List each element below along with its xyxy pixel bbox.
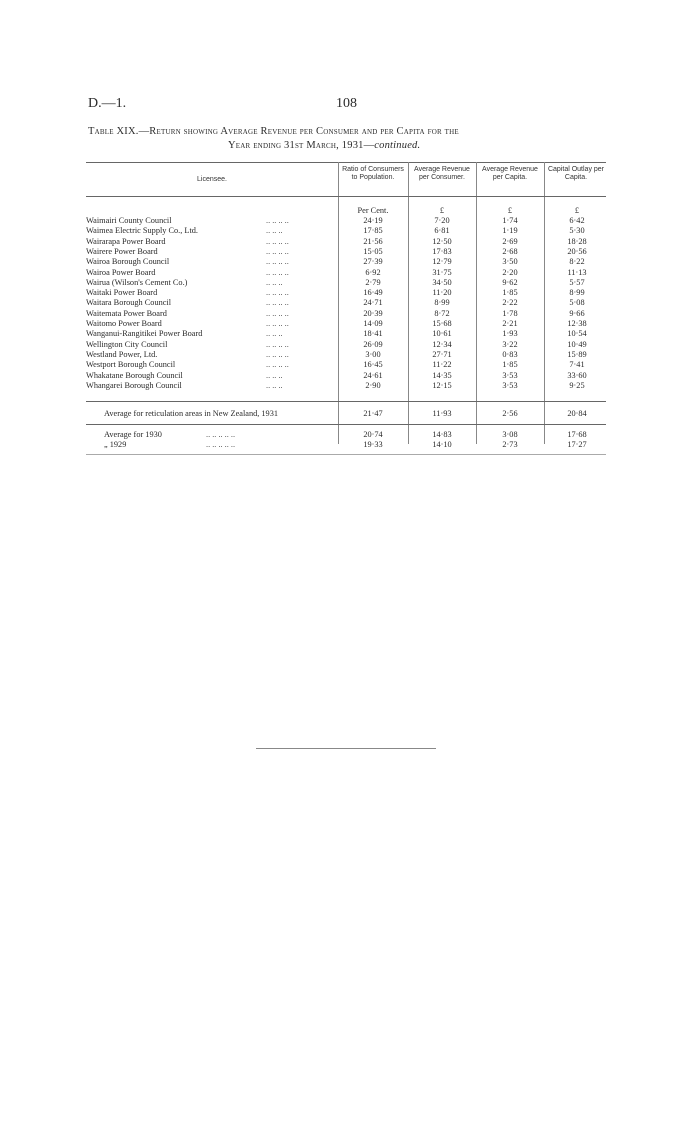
previous-ratio: 19·33: [363, 440, 383, 449]
average-capital-outlay: 20·84: [567, 409, 587, 418]
capital-outlay-value: 5·57: [569, 277, 585, 287]
capital-outlay-value: 5·08: [569, 298, 585, 308]
title-line-2-main: Year ending 31st March, 1931—: [228, 140, 375, 151]
revenue-consumer-value: 11·22: [432, 360, 452, 370]
ratio-value: 6·92: [365, 267, 381, 277]
table-row: [86, 268, 606, 278]
page-number: 108: [336, 96, 357, 111]
leader-dots: .. .. .. ..: [266, 267, 289, 277]
capital-outlay-value: 20·56: [567, 246, 587, 256]
revenue-capita-value: 2·21: [502, 319, 518, 328]
unit-revenue-capita: £: [507, 206, 513, 215]
leader-dots: .. .. .. .. ..: [206, 430, 236, 439]
capital-outlay-value: 10·49: [567, 339, 587, 349]
previous-revenue-consumer: 14·83: [432, 430, 452, 439]
previous-label: „ 1929: [104, 440, 127, 449]
revenue-capita-value: 1·93: [502, 329, 518, 339]
licensee-name: Wanganui-Rangitikei Power Board: [86, 329, 203, 339]
revenue-capita-value: 3·53: [502, 380, 518, 390]
revenue-capita-value: 1·74: [502, 216, 518, 225]
revenue-capita-value: 1·78: [502, 308, 518, 318]
table-row: [86, 278, 606, 288]
licensee-name: Wairoa Borough Council: [86, 257, 170, 267]
header-capital-outlay: Capital Outlay per Capita.: [547, 166, 605, 181]
licensee-name: Waimairi County Council: [86, 216, 172, 225]
leader-dots: .. .. ..: [266, 226, 283, 236]
revenue-consumer-value: 12·15: [432, 380, 452, 390]
leader-dots: .. .. ..: [266, 329, 283, 339]
leader-dots: .. .. .. ..: [266, 216, 289, 225]
licensee-name: Whangarei Borough Council: [86, 380, 182, 390]
revenue-consumer-value: 27·71: [432, 349, 452, 359]
ratio-value: 24·19: [363, 216, 383, 225]
header-revenue-consumer: Average Revenue per Consumer.: [414, 166, 470, 181]
table-row: [86, 319, 606, 329]
revenue-consumer-value: 12·50: [432, 236, 452, 246]
average-label: Average for reticulation areas in New Zealand, 1931: [104, 409, 279, 418]
previous-row: [86, 430, 606, 440]
licensee-name: Waitara Borough Council: [86, 298, 172, 308]
revenue-capita-value: 3·50: [502, 257, 518, 267]
licensee-name: Waitomo Power Board: [86, 319, 162, 328]
previous-capital-outlay: 17·27: [567, 440, 587, 449]
licensee-name: Wairere Power Board: [86, 246, 158, 256]
leader-dots: .. .. ..: [266, 277, 283, 287]
leader-dots: .. .. .. ..: [266, 339, 289, 349]
header-rule: [86, 196, 606, 197]
leader-dots: .. .. ..: [266, 370, 283, 380]
revenue-consumer-value: 34·50: [432, 277, 452, 287]
revenue-capita-value: 2·68: [502, 246, 518, 256]
unit-capital-outlay: £: [574, 206, 580, 215]
ratio-value: 16·45: [363, 360, 383, 370]
table-row: [86, 237, 606, 247]
capital-outlay-value: 9·25: [569, 380, 585, 390]
previous-label: Average for 1930: [104, 430, 162, 439]
ratio-value: 24·71: [363, 298, 383, 308]
revenue-consumer-value: 14·35: [432, 370, 452, 380]
table-row: [86, 288, 606, 298]
capital-outlay-value: 15·89: [567, 349, 587, 359]
licensee-name: Whakatane Borough Council: [86, 370, 183, 380]
page-end-rule: [256, 748, 436, 749]
previous-row: [86, 440, 606, 450]
licensee-name: Westland Power, Ltd.: [86, 349, 158, 359]
ratio-value: 2·90: [365, 380, 381, 390]
leader-dots: .. .. .. ..: [266, 349, 289, 359]
average-bottom-rule: [86, 424, 606, 425]
capital-outlay-value: 33·60: [567, 370, 587, 380]
capital-outlay-value: 6·42: [569, 216, 585, 225]
document-reference: D.—1.: [88, 96, 127, 111]
revenue-consumer-value: 12·34: [432, 339, 452, 349]
capital-outlay-value: 5·30: [569, 226, 585, 236]
licensee-name: Wairarapa Power Board: [86, 236, 166, 246]
revenue-capita-value: 9·62: [502, 277, 518, 287]
table-row: [86, 381, 606, 391]
revenue-consumer-value: 6·81: [434, 226, 450, 236]
ratio-value: 20·39: [363, 308, 383, 318]
header-revenue-capita: Average Revenue per Capita.: [482, 166, 538, 181]
leader-dots: .. .. .. ..: [266, 308, 289, 318]
revenue-capita-value: 2·69: [502, 236, 518, 246]
title-continued: continued.: [374, 140, 421, 151]
licensee-name: Waimea Electric Supply Co., Ltd.: [86, 226, 199, 236]
previous-revenue-capita: 2·73: [502, 440, 518, 449]
capital-outlay-value: 8·22: [569, 257, 585, 267]
table-row: [86, 226, 606, 236]
table-title: [88, 125, 608, 153]
leader-dots: .. .. .. ..: [266, 298, 289, 308]
previous-ratio: 20·74: [363, 430, 383, 439]
table-top-rule: [86, 162, 606, 163]
average-revenue-capita: 2·56: [502, 409, 518, 418]
table-bottom-rule: [86, 454, 606, 455]
average-top-rule: [86, 401, 606, 402]
licensee-name: Westport Borough Council: [86, 360, 176, 370]
revenue-consumer-value: 12·79: [432, 257, 452, 267]
table-row: [86, 371, 606, 381]
revenue-capita-value: 3·53: [502, 370, 518, 380]
revenue-capita-value: 1·85: [502, 360, 518, 370]
unit-ratio: Per Cent.: [357, 206, 389, 215]
table-row: [86, 329, 606, 339]
licensee-name: Waitaki Power Board: [86, 288, 158, 298]
capital-outlay-value: 12·38: [567, 319, 587, 328]
licensee-name: Wairoa Power Board: [86, 267, 156, 277]
capital-outlay-value: 10·54: [567, 329, 587, 339]
table-row: [86, 257, 606, 267]
licensee-name: Waitemata Power Board: [86, 308, 167, 318]
leader-dots: .. .. .. .. ..: [206, 440, 236, 449]
leader-dots: .. .. .. ..: [266, 288, 289, 298]
revenue-consumer-value: 8·72: [434, 308, 450, 318]
leader-dots: .. .. .. ..: [266, 236, 289, 246]
table-row: [86, 340, 606, 350]
ratio-value: 16·49: [363, 288, 383, 298]
title-line-1: Table XIX.—Return showing Average Revenue per Consumer and per Capita for the: [88, 126, 459, 137]
table-row: [86, 309, 606, 319]
revenue-consumer-value: 8·99: [434, 298, 450, 308]
revenue-consumer-value: 31·75: [432, 267, 452, 277]
table-row: [86, 247, 606, 257]
ratio-value: 3·00: [365, 349, 381, 359]
ratio-value: 14·09: [363, 319, 383, 328]
table-row: [86, 298, 606, 308]
revenue-capita-value: 1·19: [502, 226, 518, 236]
leader-dots: .. .. ..: [266, 380, 283, 390]
revenue-capita-value: 1·85: [502, 288, 518, 298]
title-line-2: [88, 139, 608, 153]
licensee-name: Wairua (Wilson's Cement Co.): [86, 277, 188, 287]
table-row: [86, 216, 606, 226]
capital-outlay-value: 8·99: [569, 288, 585, 298]
leader-dots: .. .. .. ..: [266, 360, 289, 370]
revenue-consumer-value: 15·68: [432, 319, 452, 328]
unit-revenue-consumer: £: [439, 206, 445, 215]
revenue-consumer-value: 17·83: [432, 246, 452, 256]
average-revenue-consumer: 11·93: [432, 409, 452, 418]
licensee-name: Wellington City Council: [86, 339, 168, 349]
table-row: [86, 350, 606, 360]
ratio-value: 17·85: [363, 226, 383, 236]
average-ratio: 21·47: [363, 409, 383, 418]
capital-outlay-value: 11·13: [567, 267, 587, 277]
header-licensee: Licensee.: [197, 176, 227, 183]
leader-dots: .. .. .. ..: [266, 319, 289, 328]
revenue-capita-value: 2·20: [502, 267, 518, 277]
previous-revenue-capita: 3·08: [502, 430, 518, 439]
leader-dots: .. .. .. ..: [266, 257, 289, 267]
ratio-value: 18·41: [363, 329, 383, 339]
ratio-value: 21·56: [363, 236, 383, 246]
table-row: [86, 360, 606, 370]
previous-capital-outlay: 17·68: [567, 430, 587, 439]
revenue-capita-value: 2·22: [502, 298, 518, 308]
revenue-capita-value: 3·22: [502, 339, 518, 349]
previous-revenue-consumer: 14·10: [432, 440, 452, 449]
capital-outlay-value: 7·41: [569, 360, 585, 370]
average-row: [86, 409, 624, 419]
ratio-value: 27·39: [363, 257, 383, 267]
leader-dots: .. .. .. ..: [266, 246, 289, 256]
revenue-capita-value: 0·83: [502, 349, 518, 359]
revenue-consumer-value: 7·20: [434, 216, 450, 225]
revenue-consumer-value: 11·20: [432, 288, 452, 298]
ratio-value: 26·09: [363, 339, 383, 349]
units-row: [86, 206, 606, 216]
capital-outlay-value: 18·28: [567, 236, 587, 246]
header-ratio: Ratio of Consumers to Population.: [342, 166, 404, 181]
ratio-value: 15·05: [363, 246, 383, 256]
ratio-value: 24·61: [363, 370, 383, 380]
ratio-value: 2·79: [365, 277, 381, 287]
capital-outlay-value: 9·66: [569, 308, 585, 318]
revenue-consumer-value: 10·61: [432, 329, 452, 339]
